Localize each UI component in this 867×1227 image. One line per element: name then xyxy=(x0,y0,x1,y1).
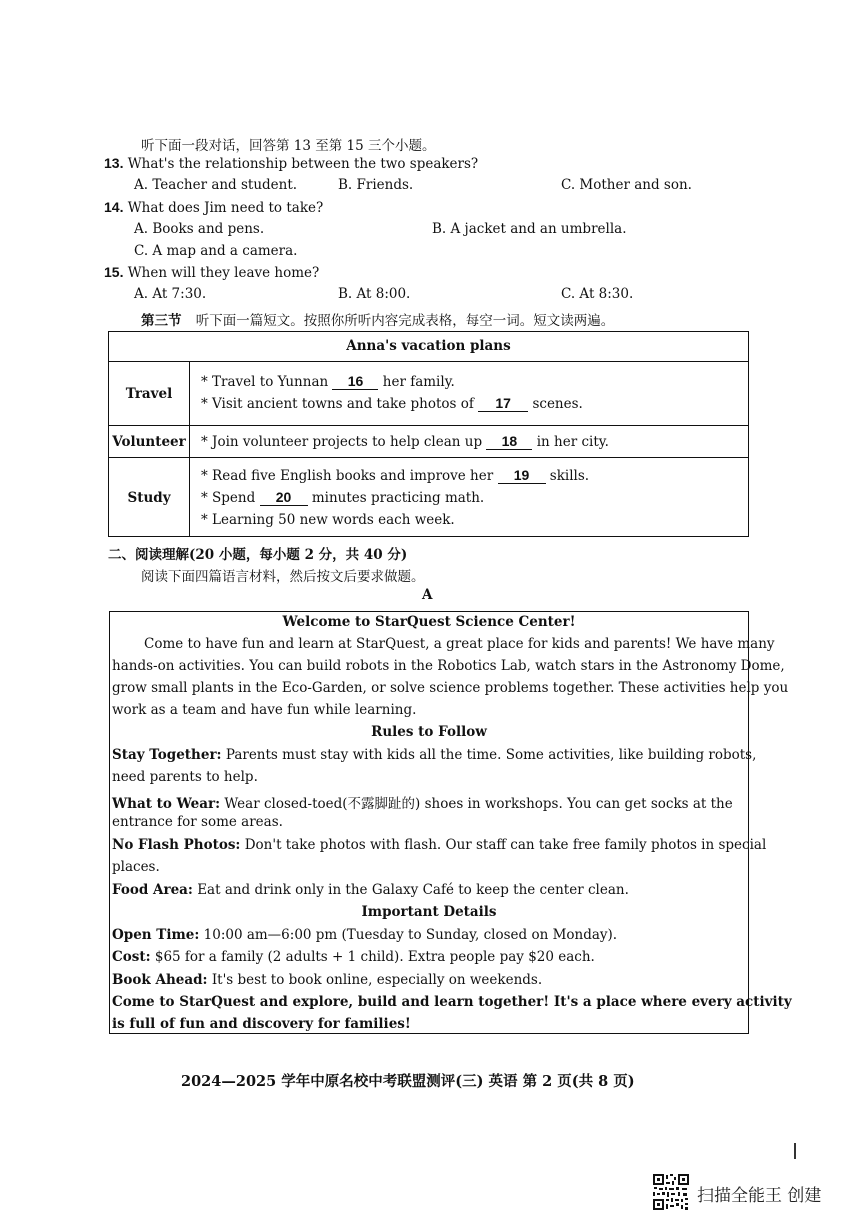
question-15 xyxy=(104,264,319,281)
closing-line-1: Come to StarQuest and explore, build and learn together! It's a place where every activity xyxy=(112,994,792,1010)
rule-label: Stay Together: xyxy=(112,747,222,763)
qr-code-icon xyxy=(652,1173,690,1211)
q15-option-a: A. At 7:30. xyxy=(134,286,207,302)
q14-option-a: A. Books and pens. xyxy=(134,221,265,237)
rule-stay-together-cont: need parents to help. xyxy=(112,769,258,785)
section3-heading xyxy=(141,309,614,329)
blank-19: 19 xyxy=(498,468,546,484)
rule-food-area: Food Area: Eat and drink only in the Galaxy Café to keep the center clean. xyxy=(112,882,629,898)
question-text: What does Jim need to take? xyxy=(127,200,324,216)
details-heading: Important Details xyxy=(361,904,497,920)
study-line-1: * Read five English books and improve her 19 skills. xyxy=(201,467,590,484)
page-footer: 2024—2025 学年中原名校中考联盟测评(三) 英语 第 2 页(共 8 页) xyxy=(181,1073,635,1090)
detail-label: Open Time: xyxy=(112,927,200,943)
section2-intro: 听下面一段对话，回答第 13 至第 15 三个小题。 xyxy=(141,138,436,154)
intro-line-3: grow small plants in the Eco-Garden, or solve science problems together. These activities help you xyxy=(112,680,789,696)
q14-option-b: B. A jacket and an umbrella. xyxy=(432,221,627,237)
q13-option-b: B. Friends. xyxy=(338,177,414,193)
detail-open-time: Open Time: 10:00 am—6:00 pm (Tuesday to Sunday, closed on Monday). xyxy=(112,927,618,943)
intro-line-2: hands-on activities. You can build robots in the Robotics Lab, watch stars in the Astronomy Dome, xyxy=(112,658,785,674)
vacation-plans-table xyxy=(108,331,749,537)
travel-line-1: * Travel to Yunnan 16 her family. xyxy=(201,373,455,390)
detail-label: Cost: xyxy=(112,949,151,965)
passage-title: Welcome to StarQuest Science Center! xyxy=(282,614,576,630)
rule-label: No Flash Photos: xyxy=(112,837,241,853)
rule-stay-together: Stay Together: Parents must stay with kids all the time. Some activities, like building robots, xyxy=(112,747,757,763)
reading-passage-a xyxy=(109,611,792,1034)
q14-option-c: C. A map and a camera. xyxy=(134,243,298,259)
closing-line-2: is full of fun and discovery for families! xyxy=(112,1016,411,1032)
edge-mark xyxy=(794,1143,796,1159)
section3-label: 第三节 xyxy=(141,313,182,329)
rule-no-flash: No Flash Photos: Don't take photos with flash. Our staff can take free family photos in special xyxy=(112,837,767,853)
category-study: Study xyxy=(109,458,190,537)
table-row-study xyxy=(109,457,748,537)
study-line-3: * Learning 50 new words each week. xyxy=(201,512,455,528)
rule-label: What to Wear: xyxy=(112,796,221,812)
question-14 xyxy=(104,199,323,216)
question-number: 14. xyxy=(104,199,124,215)
study-line-2: * Spend 20 minutes practicing math. xyxy=(201,489,485,506)
rule-label: Food Area: xyxy=(112,882,193,898)
part2-instruction: 阅读下面四篇语言材料，然后按文后要求做题。 xyxy=(141,569,425,585)
section3-text: 听下面一篇短文。按照你所听内容完成表格，每空一词。短文读两遍。 xyxy=(195,313,615,329)
question-text: When will they leave home? xyxy=(127,265,320,281)
rules-heading: Rules to Follow xyxy=(371,724,487,740)
table-row-volunteer xyxy=(109,425,748,458)
detail-label: Book Ahead: xyxy=(112,972,208,988)
detail-book-ahead: Book Ahead: It's best to book online, especially on weekends. xyxy=(112,972,543,988)
q15-option-b: B. At 8:00. xyxy=(338,286,411,302)
rule-what-to-wear: What to Wear: Wear closed-toed(不露脚趾的) shoes in workshops. You can get socks at the xyxy=(112,796,733,812)
intro-line-1: Come to have fun and learn at StarQuest, a great place for kids and parents! We have many xyxy=(144,636,775,652)
question-number: 13. xyxy=(104,155,124,171)
travel-line-2: * Visit ancient towns and take photos of 17 scenes. xyxy=(201,395,583,412)
q15-option-c: C. At 8:30. xyxy=(561,286,634,302)
q13-option-c: C. Mother and son. xyxy=(561,177,692,193)
q13-option-a: A. Teacher and student. xyxy=(134,177,298,193)
category-volunteer: Volunteer xyxy=(109,426,190,458)
blank-17: 17 xyxy=(478,396,528,412)
volunteer-line-1: * Join volunteer projects to help clean up 18 in her city. xyxy=(201,433,609,450)
intro-line-4: work as a team and have fun while learning. xyxy=(112,702,417,718)
blank-16: 16 xyxy=(332,374,378,390)
scanner-watermark: 扫描全能王 创建 xyxy=(697,1186,822,1206)
table-title: Anna's vacation plans xyxy=(346,338,511,354)
detail-cost: Cost: $65 for a family (2 adults + 1 child). Extra people pay $20 each. xyxy=(112,949,595,965)
question-13 xyxy=(104,155,478,172)
question-text: What's the relationship between the two speakers? xyxy=(127,156,479,172)
blank-20: 20 xyxy=(260,490,308,506)
rule-what-to-wear-cont: entrance for some areas. xyxy=(112,814,283,830)
part2-heading: 二、阅读理解(20 小题，每小题 2 分，共 40 分) xyxy=(108,547,408,563)
rule-no-flash-cont: places. xyxy=(112,859,160,875)
question-number: 15. xyxy=(104,264,124,280)
passage-letter: A xyxy=(422,587,433,603)
category-travel: Travel xyxy=(109,362,190,426)
blank-18: 18 xyxy=(486,434,532,450)
table-row-travel xyxy=(109,361,748,426)
